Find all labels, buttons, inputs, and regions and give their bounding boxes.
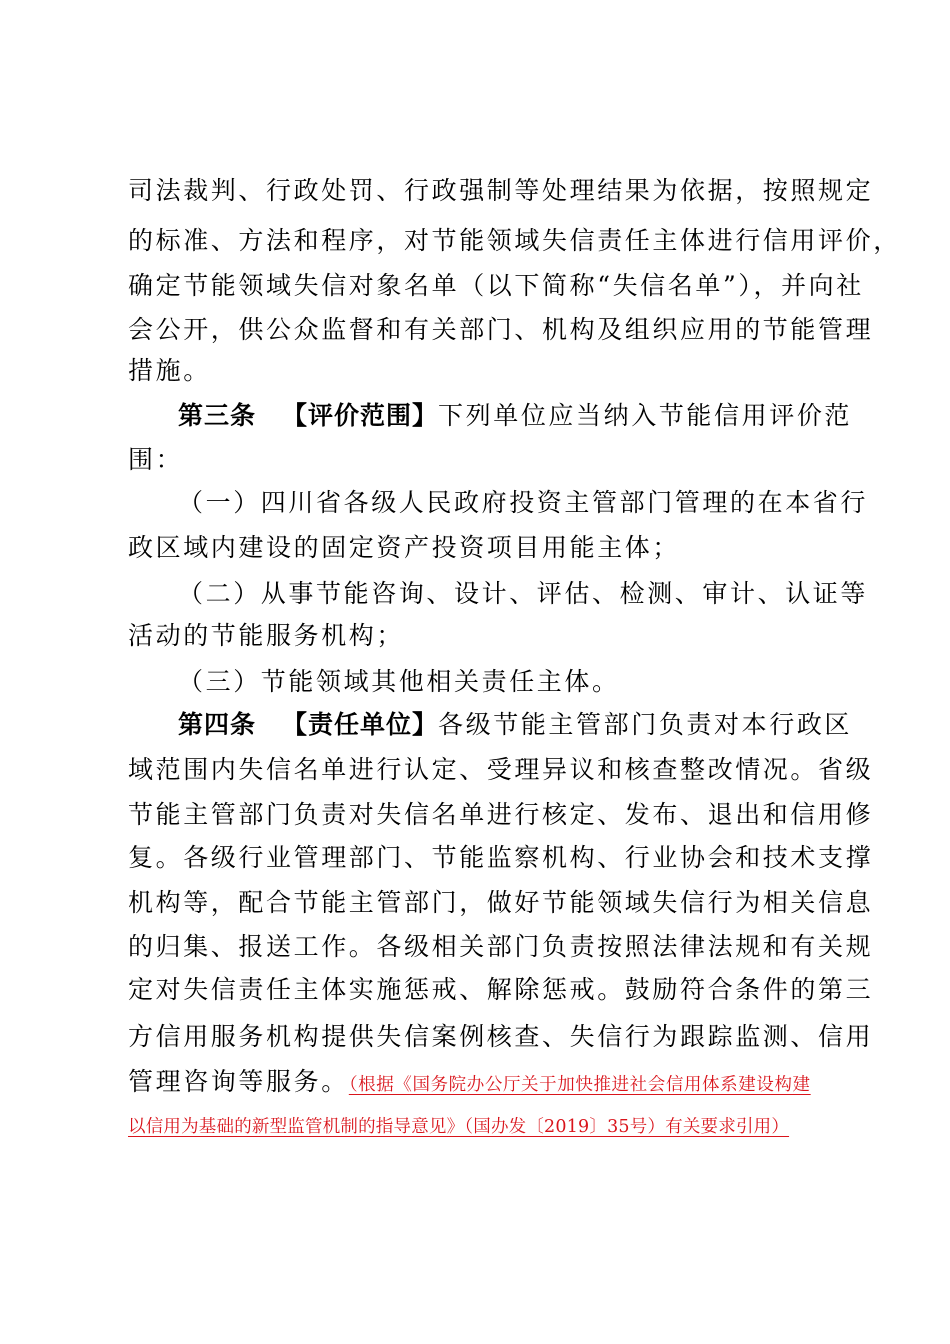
citation-note: （根据《国务院办公厅关于加快推进社会信用体系建设构建 xyxy=(348,1075,811,1095)
article-4-first-line xyxy=(178,705,853,745)
text-line: 会公开，供公众监督和有关部门、机构及组织应用的节能管理 xyxy=(128,315,874,344)
list-item: （二）从事节能咨询、设计、评估、检测、审计、认证等 xyxy=(178,579,869,608)
list-item-continuation: 活动的节能服务机构； xyxy=(128,621,405,650)
text-line: 的归集、报送工作。各级相关部门负责按照法律法规和有关规 xyxy=(128,932,874,961)
text-line: 司法裁判、行政处罚、行政强制等处理结果为依据，按照规定 xyxy=(128,176,874,205)
article-3-first-line xyxy=(178,396,853,436)
text-line: 复。各级行业管理部门、节能监察机构、行业协会和技术支撑 xyxy=(128,843,874,872)
text-line: 定对失信责任主体实施惩戒、解除惩戒。鼓励符合条件的第三 xyxy=(128,975,874,1004)
text-line: 的标准、方法和程序，对节能领域失信责任主体进行信用评价， xyxy=(128,226,901,255)
text-line: 围： xyxy=(128,445,184,474)
list-item: （三）节能领域其他相关责任主体。 xyxy=(178,667,620,696)
text-line: 方信用服务机构提供失信案例核查、失信行为跟踪监测、信用 xyxy=(128,1022,874,1051)
list-item-continuation: 政区域内建设的固定资产投资项目用能主体； xyxy=(128,533,681,562)
article-4-text: 各级节能主管部门负责对本行政区 xyxy=(438,710,853,739)
text-fragment: 管理咨询等服务。 xyxy=(128,1067,349,1096)
text-line-with-note xyxy=(128,1062,828,1105)
text-line: 机构等，配合节能主管部门，做好节能领域失信行为相关信息 xyxy=(128,888,874,917)
citation-note: 以信用为基础的新型监管机制的指导意见》（国办发〔2019〕35号）有关要求引用） xyxy=(128,1117,790,1137)
text-line: 域范围内失信名单进行认定、受理异议和核查整改情况。省级 xyxy=(128,755,874,784)
article-4-tag: 【责任单位】 xyxy=(282,710,439,739)
article-4-heading: 第四条 xyxy=(178,710,257,739)
text-line: 节能主管部门负责对失信名单进行核定、发布、退出和信用修 xyxy=(128,800,874,829)
article-3-heading: 第三条 xyxy=(178,401,257,430)
article-3-text: 下列单位应当纳入节能信用评价范 xyxy=(438,401,853,430)
citation-note-line xyxy=(128,1111,826,1143)
text-line: 确定节能领域失信对象名单（以下简称“失信名单”），并向社 xyxy=(128,271,864,300)
article-3-tag: 【评价范围】 xyxy=(282,401,439,430)
text-line: 措施。 xyxy=(128,356,211,385)
list-item: （一）四川省各级人民政府投资主管部门管理的在本省行 xyxy=(178,488,869,517)
